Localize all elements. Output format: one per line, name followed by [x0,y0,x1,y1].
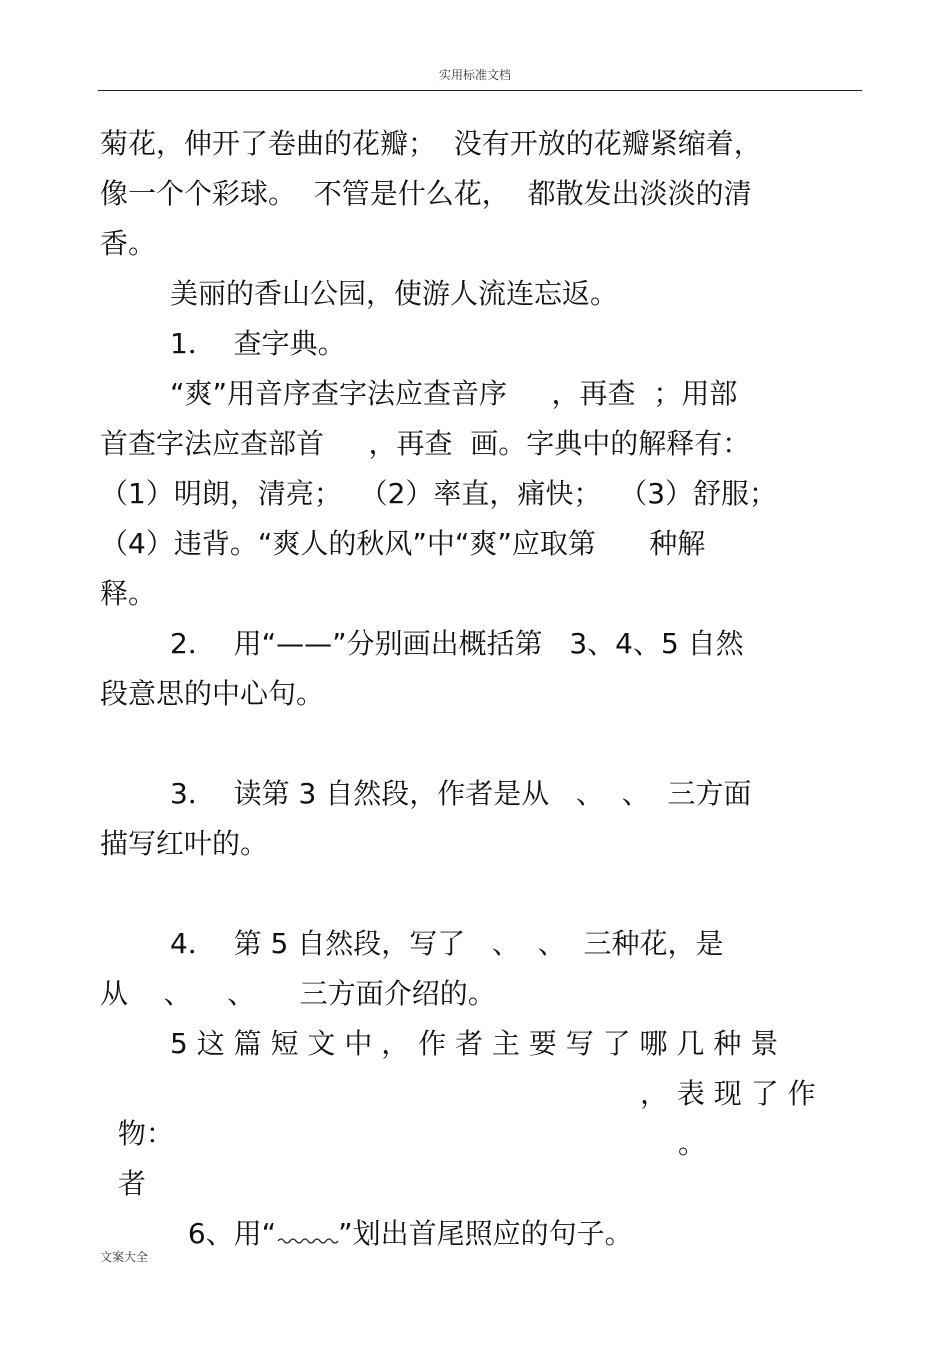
text-line: 美丽的香山公园，使游人流连忘返。 [170,277,619,310]
line-start: 者 [117,1167,146,1200]
text-line: （4）违背。“爽人的秋风”中“爽”应取第 种解 [100,527,706,560]
text-line: 从 、 、 三方面介绍的。 [100,977,496,1010]
question-3: 3． 读第 3 自然段，作者是从 、 、 三方面 [170,777,752,810]
text-line [100,1074,860,1150]
wavy-underline-icon [276,1231,338,1245]
text-line: 首查字法应查部首 ，再查 画。字典中的解释有： [100,427,751,460]
question-6-start: 6、用“ [187,1217,277,1250]
text-line: 香。 [100,227,157,260]
header-rule [98,90,862,91]
question-6-end: ”划出首尾照应的句子。 [338,1217,633,1250]
question-2: 2． 用“——”分别画出概括第 3、4、5 自然 [170,627,744,660]
question-6 [170,1174,860,1250]
question-5: 5 这 篇 短 文 中 ， 作 者 主 要 写 了 哪 几 种 景 [170,1027,779,1060]
text-line [100,1124,860,1200]
question-1-title: 1． 查字典。 [170,327,346,360]
text-line: 像一个个彩球。 不管是什么花， 都散发出淡淡的清 [100,177,752,210]
line-end: 。 [678,1127,707,1160]
text-line: 描写红叶的。 [100,827,269,860]
page-header: 实用标准文档 [438,68,511,82]
line-end: ， 表 现 了 作 [640,1077,816,1110]
text-line: （1）明朗，清亮； （2）率直，痛快； （3）舒服； [100,477,778,510]
text-line: “爽”用音序查字法应查音序 ，再查 ；用部 [170,377,738,410]
text-line: 段意思的中心句。 [100,677,325,710]
page-footer: 文案大全 [100,1250,149,1264]
line-start: 物： [117,1117,174,1150]
text-line: 释。 [100,577,157,610]
text-line: 菊花，伸开了卷曲的花瓣； 没有开放的花瓣紧缩着， [100,127,762,160]
question-4: 4． 第 5 自然段，写了 、 、 三种花，是 [170,927,724,960]
